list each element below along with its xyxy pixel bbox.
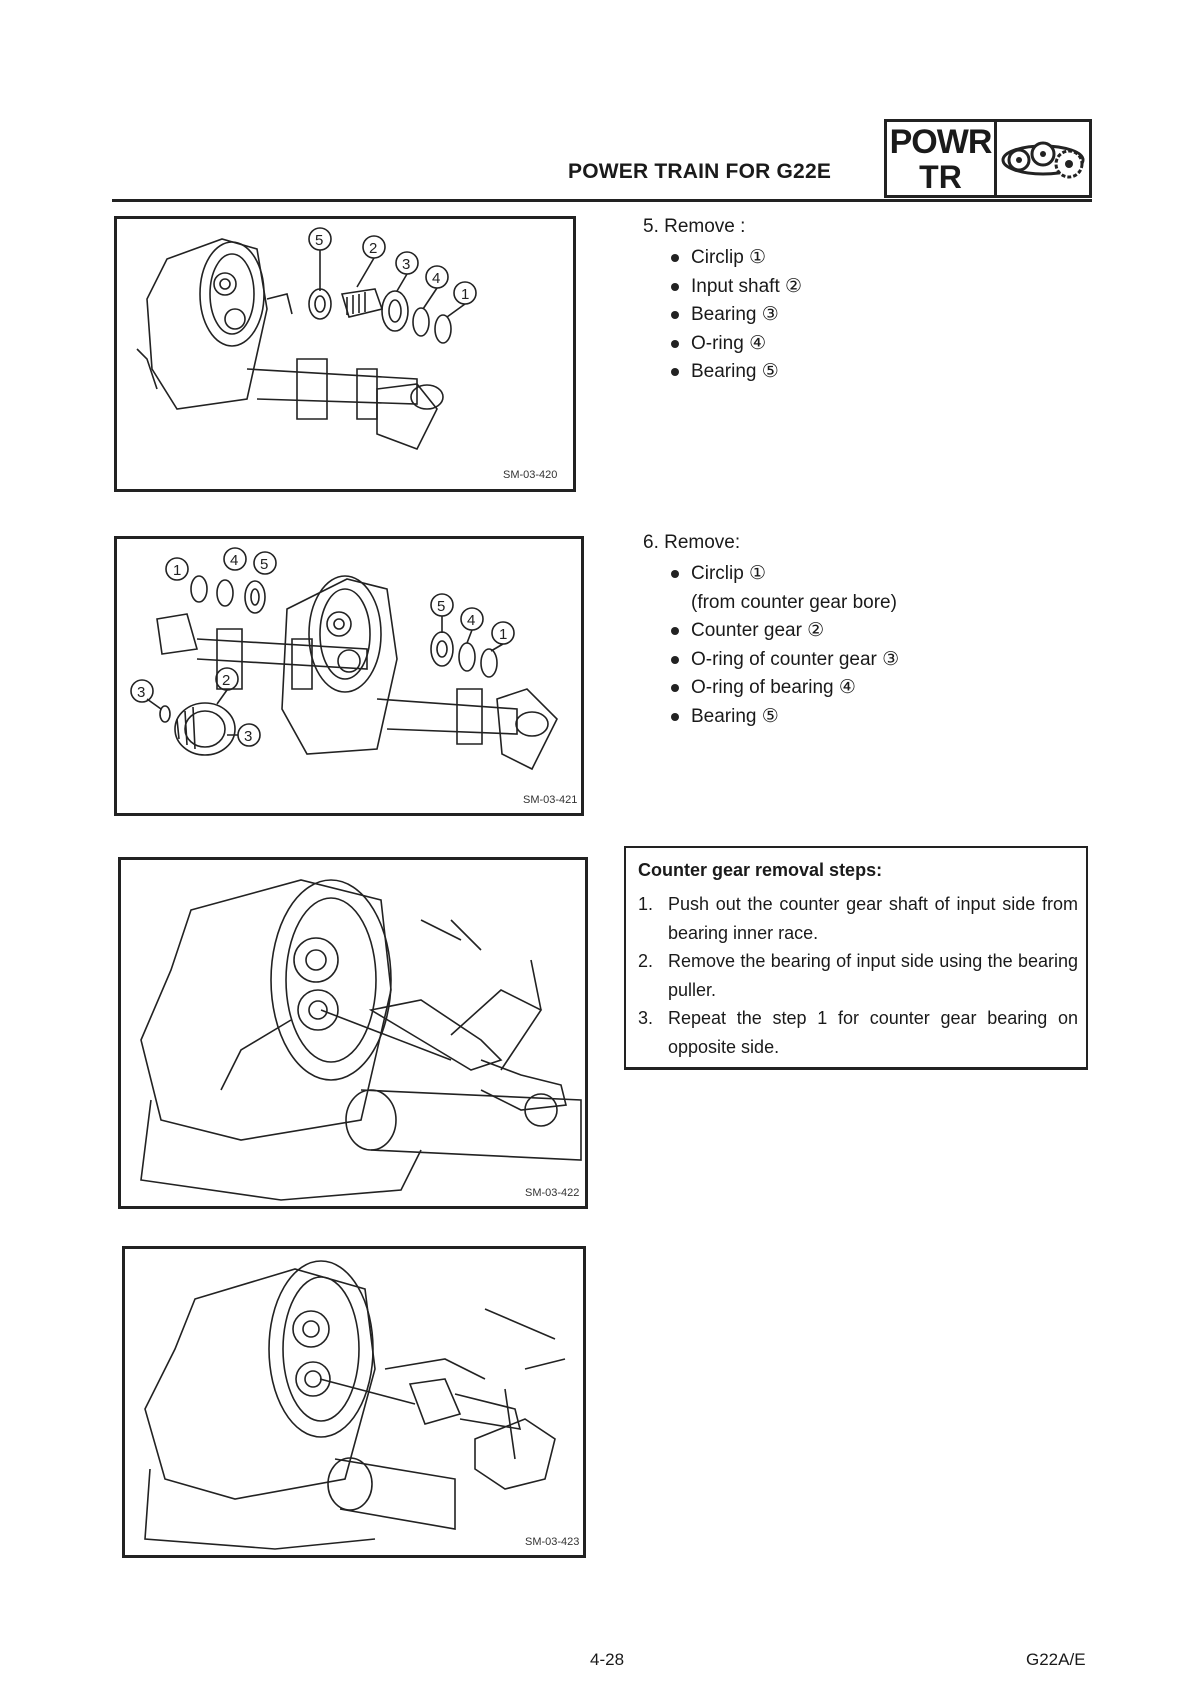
page-title: POWER TRAIN FOR G22E bbox=[568, 160, 832, 183]
svg-text:1: 1 bbox=[173, 562, 182, 579]
step-6-list bbox=[667, 560, 899, 731]
svg-text:5: 5 bbox=[437, 598, 446, 615]
counter-gear-removal-box bbox=[624, 846, 1088, 1070]
page-number: 4-28 bbox=[590, 1650, 625, 1669]
step-text: Remove the bearing of input side using the bearing puller. bbox=[668, 951, 1078, 1000]
list-item: Bearing ⑤ bbox=[667, 703, 899, 732]
badge-line-1: POWR bbox=[889, 123, 992, 161]
svg-text:2: 2 bbox=[222, 672, 231, 689]
step-6 bbox=[643, 532, 899, 731]
figure-input-shaft-exploded bbox=[114, 216, 576, 492]
figure-code: SM-03-421 bbox=[523, 794, 578, 806]
list-item bbox=[638, 947, 1078, 1004]
svg-text:1: 1 bbox=[499, 626, 508, 643]
gear-chain-icon bbox=[997, 122, 1089, 195]
list-item: Circlip ① bbox=[667, 244, 802, 273]
step-text: Repeat the step 1 for counter gear bearing on opposite side. bbox=[668, 1008, 1078, 1057]
step-number: 3. bbox=[638, 1008, 654, 1028]
svg-text:3: 3 bbox=[402, 256, 411, 273]
svg-text:3: 3 bbox=[244, 728, 253, 745]
list-item: Input shaft ② bbox=[667, 273, 802, 302]
step-number: 2. bbox=[638, 951, 654, 971]
step-5-list bbox=[667, 244, 802, 387]
svg-text:1: 1 bbox=[461, 286, 470, 303]
section-badge-label bbox=[887, 122, 997, 195]
list-item: O-ring of bearing ④ bbox=[667, 674, 899, 703]
box-title: Counter gear removal steps: bbox=[638, 860, 883, 880]
svg-text:5: 5 bbox=[315, 232, 324, 249]
svg-text:3: 3 bbox=[137, 684, 146, 701]
list-item bbox=[638, 1004, 1078, 1061]
list-item: Counter gear ② bbox=[667, 617, 899, 646]
list-item: Bearing ⑤ bbox=[667, 358, 802, 387]
figure-bearing-puller bbox=[122, 1246, 586, 1558]
list-item: O-ring of counter gear ③ bbox=[667, 646, 899, 675]
figure-code: SM-03-422 bbox=[525, 1187, 580, 1199]
list-item: Bearing ③ bbox=[667, 301, 802, 330]
step-number: 1. bbox=[638, 894, 654, 914]
model-code: G22A/E bbox=[1026, 1650, 1086, 1669]
step-6-title: 6. Remove: bbox=[643, 532, 741, 553]
header-divider bbox=[112, 199, 1092, 202]
svg-text:2: 2 bbox=[369, 240, 378, 257]
list-item: O-ring ④ bbox=[667, 330, 802, 359]
svg-text:4: 4 bbox=[230, 552, 239, 569]
removal-steps-list bbox=[638, 890, 1078, 1061]
badge-line-2: TR bbox=[919, 159, 962, 195]
step-5 bbox=[643, 216, 802, 387]
svg-text:4: 4 bbox=[432, 270, 441, 287]
list-item-note: (from counter gear bore) bbox=[691, 591, 897, 613]
step-5-title: 5. Remove : bbox=[643, 216, 746, 237]
svg-text:5: 5 bbox=[260, 556, 269, 573]
figure-push-out-shaft bbox=[118, 857, 588, 1209]
list-item: Circlip ① bbox=[667, 560, 899, 589]
list-item bbox=[638, 890, 1078, 947]
figure-code: SM-03-423 bbox=[525, 1536, 580, 1548]
step-text: Push out the counter gear shaft of input side from bearing inner race. bbox=[668, 894, 1078, 943]
figure-code: SM-03-420 bbox=[503, 469, 558, 481]
figure-counter-gear-exploded bbox=[114, 536, 584, 816]
svg-text:4: 4 bbox=[467, 612, 476, 629]
section-badge bbox=[884, 119, 1092, 198]
